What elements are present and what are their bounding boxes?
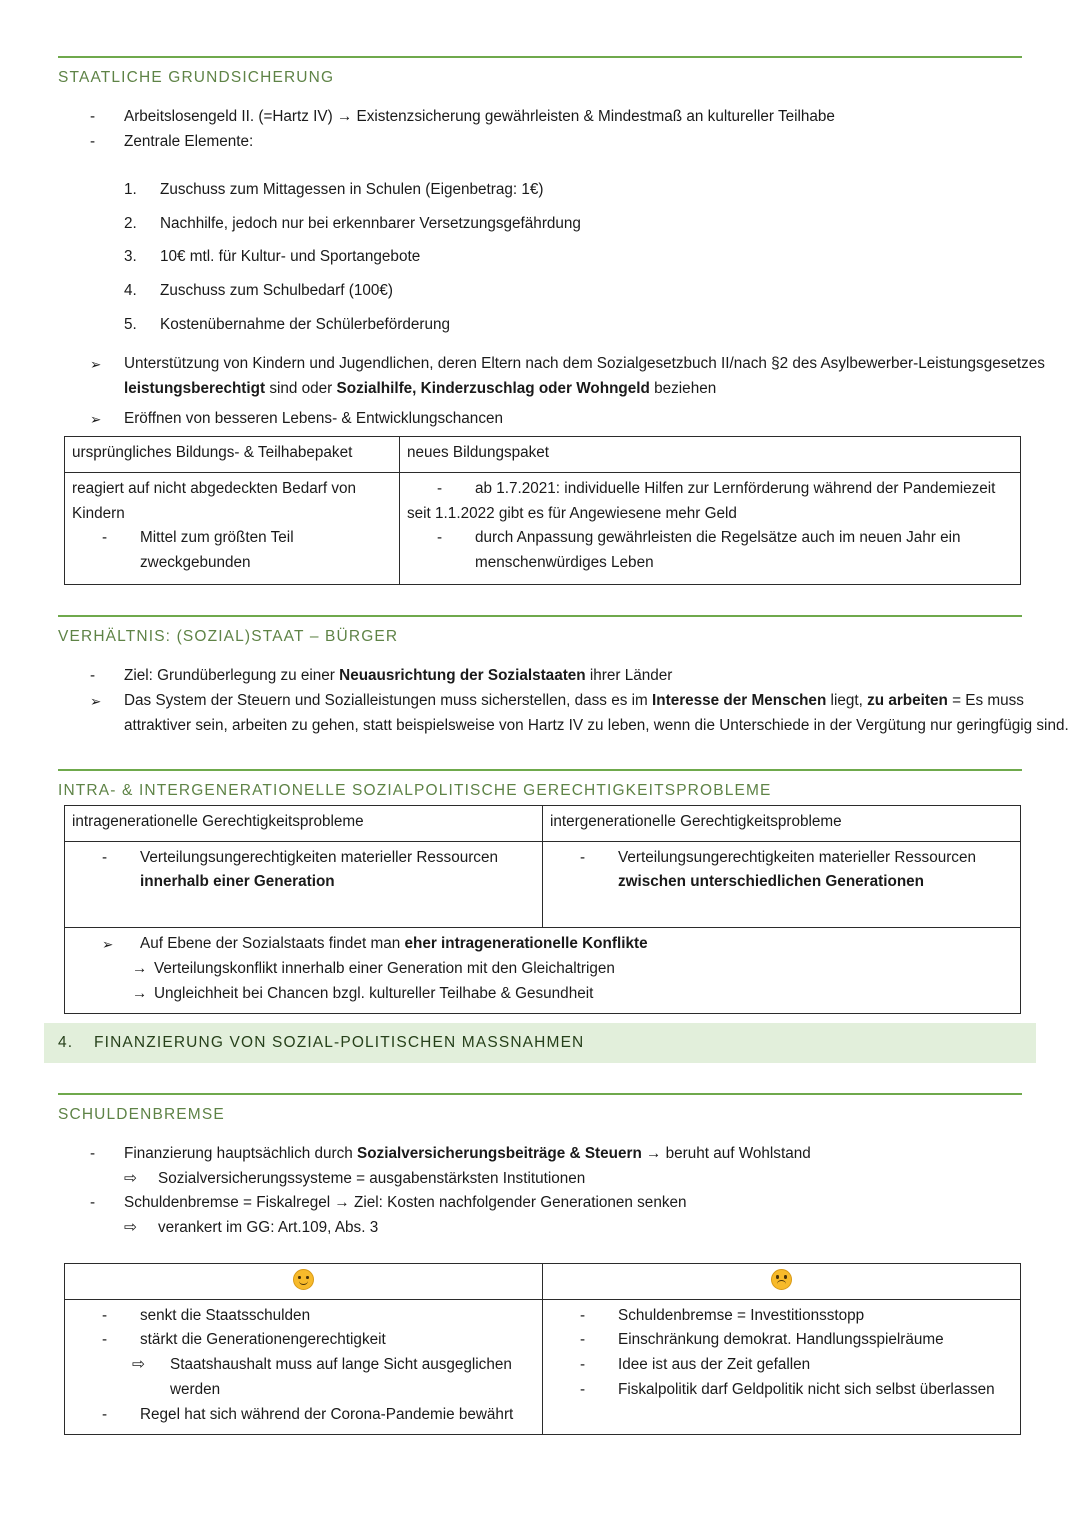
- cell-list-item: [550, 1378, 1013, 1403]
- table-cell-cons: [543, 1299, 1021, 1434]
- cell-list-item-text: Staatshaushalt muss auf lange Sicht ausgeglichen werden: [170, 1356, 512, 1398]
- financing-part2: → beruht auf Wohlstand: [641, 1144, 811, 1162]
- dash-bullet-icon: -: [102, 1331, 108, 1349]
- dash-bullet-icon: -: [437, 479, 443, 497]
- system-part1: Das System der Steuern und Sozialleistungen muss sicherstellen, dass es im: [124, 692, 652, 709]
- list-number: 4.: [124, 282, 137, 300]
- list-item-text: 10€ mtl. für Kultur- und Sportangebote: [160, 248, 421, 266]
- list-number: 5.: [124, 315, 137, 333]
- list-item: [0, 1167, 1080, 1192]
- cell-list-item: [72, 526, 392, 576]
- section-heading-verhaeltnis: VERHÄLTNIS: (SOZIAL)STAAT – BÜRGER: [58, 615, 1022, 646]
- list-item: [0, 664, 1080, 689]
- list-item: [0, 245, 1080, 270]
- section-heading-finanzierung: [44, 1023, 1036, 1063]
- list-item-text: [124, 664, 1080, 689]
- cell-lead-text: reagiert auf nicht abgedeckten Bedarf von Kindern: [72, 479, 357, 522]
- table-bildungspaket: [64, 436, 1021, 585]
- table-header-cell: neues Bildungspaket: [400, 437, 1021, 473]
- arrowhead-bullet-icon: ➢: [102, 937, 114, 953]
- intra-plain: Verteilungsungerechtigkeiten materieller Ressourcen: [140, 848, 498, 866]
- hollow-arrow-icon: ⇨: [124, 1219, 137, 1237]
- financing-part1: Finanzierung hauptsächlich durch: [124, 1144, 357, 1162]
- cell-list-item-text: [618, 846, 1013, 896]
- table-gerechtigkeitsprobleme: [64, 805, 1021, 1014]
- frowning-face-emoji: [771, 1269, 792, 1290]
- section-title: FINANZIERUNG VON SOZIAL-POLITISCHEN MASSNAHMEN: [94, 1033, 585, 1051]
- dash-bullet-icon: -: [580, 1381, 586, 1398]
- table-row: [65, 928, 1021, 1013]
- system-bold2: zu arbeiten: [867, 692, 948, 709]
- cell-list-item: [72, 846, 535, 896]
- cell-list-item: [72, 1403, 535, 1428]
- list-item-text: [124, 1142, 1080, 1167]
- financing-bold1: Sozialversicherungsbeiträge & Steuern: [357, 1144, 642, 1162]
- table-row: [65, 437, 1021, 473]
- solid-arrow-icon: →: [132, 959, 148, 977]
- list-item-text: Arbeitslosengeld II. (=Hartz IV) → Existenzsicherung gewährleisten & Mindestmaß an kultureller Teilhabe: [124, 108, 835, 126]
- list-item: [0, 313, 1080, 338]
- table-row: [65, 1263, 1021, 1299]
- table-cell-original-package: [65, 472, 400, 584]
- cell-list-item: [550, 1304, 1013, 1329]
- list-item-text: [124, 689, 1080, 739]
- system-bold1: Interesse der Menschen: [652, 692, 827, 709]
- dash-bullet-icon: -: [102, 1306, 108, 1324]
- table-header-cell-contra: [543, 1263, 1021, 1299]
- goal-part1: Ziel: Grundüberlegung zu einer: [124, 667, 340, 685]
- cell-list-item-text: durch Anpassung gewährleisten die Regelsätze auch im neuen Jahr ein menschenwürdiges Leben: [475, 529, 961, 572]
- list-item: [0, 1142, 1080, 1167]
- table-row: [65, 805, 1021, 841]
- support-note-bold2: Sozialhilfe, Kinderzuschlag oder Wohngeld: [336, 379, 650, 397]
- list-item: [0, 279, 1080, 304]
- arrowhead-bullet-icon: ➢: [90, 356, 102, 372]
- goal-bold1: Neuausrichtung der Sozialstaaten: [339, 667, 586, 685]
- cell-list-item: [407, 526, 1013, 576]
- cell-list-item: [550, 1328, 1013, 1353]
- dash-bullet-icon: -: [580, 1331, 586, 1349]
- inter-bold: zwischen unterschiedlichen Generationen: [618, 873, 925, 891]
- arrowhead-bullet-icon: ➢: [90, 412, 102, 428]
- list-item: [0, 105, 1080, 130]
- dash-bullet-icon: -: [90, 1194, 96, 1212]
- table-cell-intergenerational: [543, 841, 1021, 928]
- list-item: [0, 130, 1080, 155]
- cell-list-item: [72, 1353, 535, 1403]
- hollow-arrow-icon: ⇨: [132, 1356, 145, 1374]
- arrowhead-bullet-icon: ➢: [90, 694, 102, 709]
- list-number: 3.: [124, 248, 137, 266]
- list-item: [0, 689, 1080, 739]
- dash-bullet-icon: -: [90, 133, 96, 151]
- list-item: [0, 1216, 1080, 1241]
- table-cell-conclusion: [65, 928, 1021, 1013]
- goal-part2: ihrer Länder: [585, 667, 673, 685]
- system-part3: = Es muss attraktiver sein, arbeiten zu gehen, statt beispielsweise von Hartz IV zu leben, wenn die Unterschiede in der Vergütung nur geringfügig sind.: [124, 692, 1069, 734]
- cell-list-item-text: ab 1.7.2021: individuelle Hilfen zur Lernförderung während der Pandemiezeit: [475, 479, 996, 497]
- system-part2: liegt,: [826, 692, 868, 709]
- cell-list-item-text: stärkt die Generationengerechtigkeit: [140, 1331, 386, 1349]
- support-note-bold1: leistungsberechtigt: [124, 379, 266, 397]
- cell-list-item-text: Schuldenbremse = Investitionsstopp: [618, 1306, 865, 1324]
- cell-list-item: [72, 1304, 535, 1329]
- dash-bullet-icon: -: [580, 1306, 586, 1324]
- list-item: [0, 352, 1080, 402]
- list-item-text: Nachhilfe, jedoch nur bei erkennbarer Versetzungsgefährdung: [160, 214, 581, 232]
- support-note-part1: Unterstützung von Kindern und Jugendlichen, deren Eltern nach dem Sozialgesetzbuch II/nach §2 des Asylbewerber-Leistungsgesetzes: [124, 354, 1045, 372]
- table-row: [65, 472, 1021, 584]
- list-item-text: [124, 352, 1080, 402]
- table-header-cell: intergenerationelle Gerechtigkeitsprobleme: [543, 805, 1021, 841]
- cell-list-item-text: Idee ist aus der Zeit gefallen: [618, 1356, 811, 1374]
- cell-list-item-text: Regel hat sich während der Corona-Pandemie bewährt: [140, 1405, 514, 1423]
- section-number: 4.: [58, 1033, 74, 1051]
- cell-list-item: [407, 477, 1013, 502]
- cell-list-item-text: [140, 846, 535, 896]
- list-item-text: Schuldenbremse = Fiskalregel → Ziel: Kosten nachfolgender Generationen senken: [124, 1194, 687, 1212]
- list-item-text: verankert im GG: Art.109, Abs. 3: [158, 1219, 379, 1237]
- dash-bullet-icon: -: [102, 529, 108, 547]
- cell-list-item: [72, 957, 1013, 982]
- conclusion-plain: Auf Ebene der Sozialstaats findet man: [140, 935, 405, 953]
- table-row: [65, 1299, 1021, 1434]
- cell-list-item: [550, 846, 1013, 896]
- table-cell-pros: [65, 1299, 543, 1434]
- list-item: [0, 178, 1080, 203]
- cell-list-item-text: senkt die Staatsschulden: [140, 1306, 311, 1324]
- table-row: [65, 841, 1021, 928]
- dash-bullet-icon: -: [580, 848, 586, 866]
- dash-bullet-icon: -: [102, 1405, 108, 1423]
- list-number: 1.: [124, 180, 137, 198]
- table-cell-new-package: [400, 472, 1021, 584]
- section-heading-gerechtigkeit: INTRA- & INTERGENERATIONELLE SOZIALPOLITISCHE GERECHTIGKEITSPROBLEME: [58, 769, 1022, 800]
- list-item-text: Kostenübernahme der Schülerbeförderung: [160, 315, 450, 333]
- cell-list-item: [72, 932, 1013, 957]
- section-heading-grundsicherung: STAATLICHE GRUNDSICHERUNG: [58, 56, 1022, 87]
- intra-bold: innerhalb einer Generation: [140, 873, 335, 891]
- list-item-text: Zentrale Elemente:: [124, 133, 254, 151]
- hollow-arrow-icon: ⇨: [124, 1169, 137, 1187]
- table-header-cell: ursprüngliches Bildungs- & Teilhabepaket: [65, 437, 400, 473]
- list-item-text: Eröffnen von besseren Lebens- & Entwicklungschancen: [124, 410, 503, 428]
- table-schuldenbremse-pro-contra: [64, 1263, 1021, 1435]
- cell-list-item: [550, 1353, 1013, 1378]
- dash-bullet-icon: -: [90, 108, 96, 126]
- cell-list-item-text: Mittel zum größten Teil zweckgebunden: [140, 529, 294, 572]
- cell-list-item-text: [140, 932, 1013, 957]
- list-item-text: Zuschuss zum Schulbedarf (100€): [160, 282, 393, 300]
- cell-list-item: [72, 1328, 535, 1353]
- list-item: [0, 212, 1080, 237]
- table-cell-intragenerational: [65, 841, 543, 928]
- smiling-face-emoji: [293, 1269, 314, 1290]
- solid-arrow-icon: →: [132, 984, 148, 1002]
- list-item-text: Sozialversicherungssysteme = ausgabenstärksten Institutionen: [158, 1169, 586, 1187]
- cell-list-item-text: Einschränkung demokrat. Handlungsspielräume: [618, 1331, 944, 1349]
- dash-bullet-icon: -: [437, 529, 443, 547]
- table-header-cell: intragenerationelle Gerechtigkeitsprobleme: [65, 805, 543, 841]
- dash-bullet-icon: -: [90, 1144, 96, 1162]
- conclusion-bold: eher intragenerationelle Konflikte: [404, 935, 648, 953]
- dash-bullet-icon: -: [102, 848, 108, 866]
- list-item: [0, 1191, 1080, 1216]
- list-item-text: Zuschuss zum Mittagessen in Schulen (Eigenbetrag: 1€): [160, 180, 544, 198]
- cell-list-item-text: Ungleichheit bei Chancen bzgl. kultureller Teilhabe & Gesundheit: [154, 984, 594, 1002]
- section-heading-schuldenbremse: SCHULDENBREMSE: [58, 1093, 1022, 1124]
- cell-list-item: [72, 982, 1013, 1007]
- table-header-cell-pro: [65, 1263, 543, 1299]
- dash-bullet-icon: -: [580, 1356, 586, 1374]
- support-note-part3: beziehen: [649, 379, 717, 397]
- cell-list-item-text: Verteilungskonflikt innerhalb einer Generation mit den Gleichaltrigen: [154, 959, 615, 977]
- cell-plain-text: seit 1.1.2022 gibt es für Angewiesene mehr Geld: [407, 504, 737, 522]
- dash-bullet-icon: -: [90, 667, 96, 685]
- support-note-part2: sind oder: [265, 379, 337, 397]
- list-number: 2.: [124, 214, 137, 232]
- inter-plain: Verteilungsungerechtigkeiten materieller Ressourcen: [618, 848, 976, 866]
- cell-list-item-text: Fiskalpolitik darf Geldpolitik nicht sich selbst überlassen: [618, 1381, 995, 1398]
- list-item: [0, 407, 1080, 432]
